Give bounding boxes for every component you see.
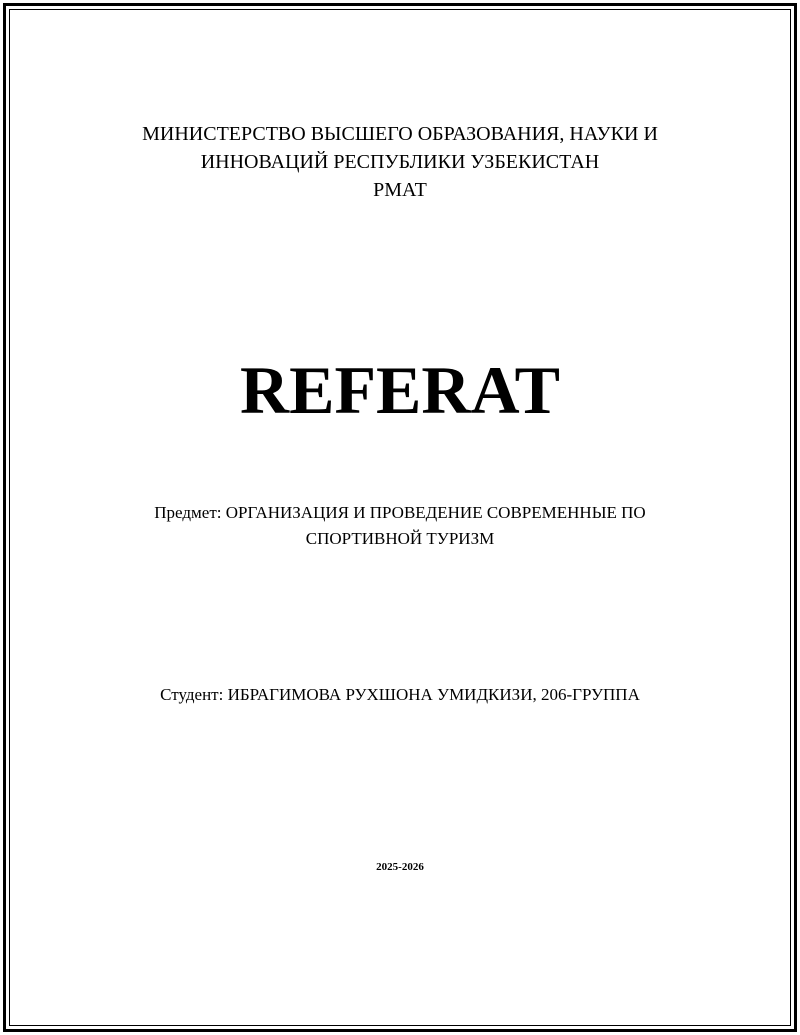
subject-line-1: Предмет: ОРГАНИЗАЦИЯ И ПРОВЕДЕНИЕ СОВРЕМЕННЫЕ ПО xyxy=(154,503,646,522)
document-title: REFERAT xyxy=(240,352,560,428)
institution-name: РМАТ xyxy=(373,179,427,201)
ministry-header-line-1: МИНИСТЕРСТВО ВЫСШЕГО ОБРАЗОВАНИЯ, НАУКИ И xyxy=(142,123,658,145)
student-info: Студент: ИБРАГИМОВА РУХШОНА УМИДКИЗИ, 206-ГРУППА xyxy=(160,685,640,704)
subject-info xyxy=(0,500,800,552)
academic-year: 2025-2026 xyxy=(376,861,424,873)
subject-line-2: СПОРТИВНОЙ ТУРИЗМ xyxy=(305,529,495,548)
ministry-header-line-2: ИННОВАЦИЙ РЕСПУБЛИКИ УЗБЕКИСТАН xyxy=(200,151,600,173)
ministry-header xyxy=(0,120,800,204)
